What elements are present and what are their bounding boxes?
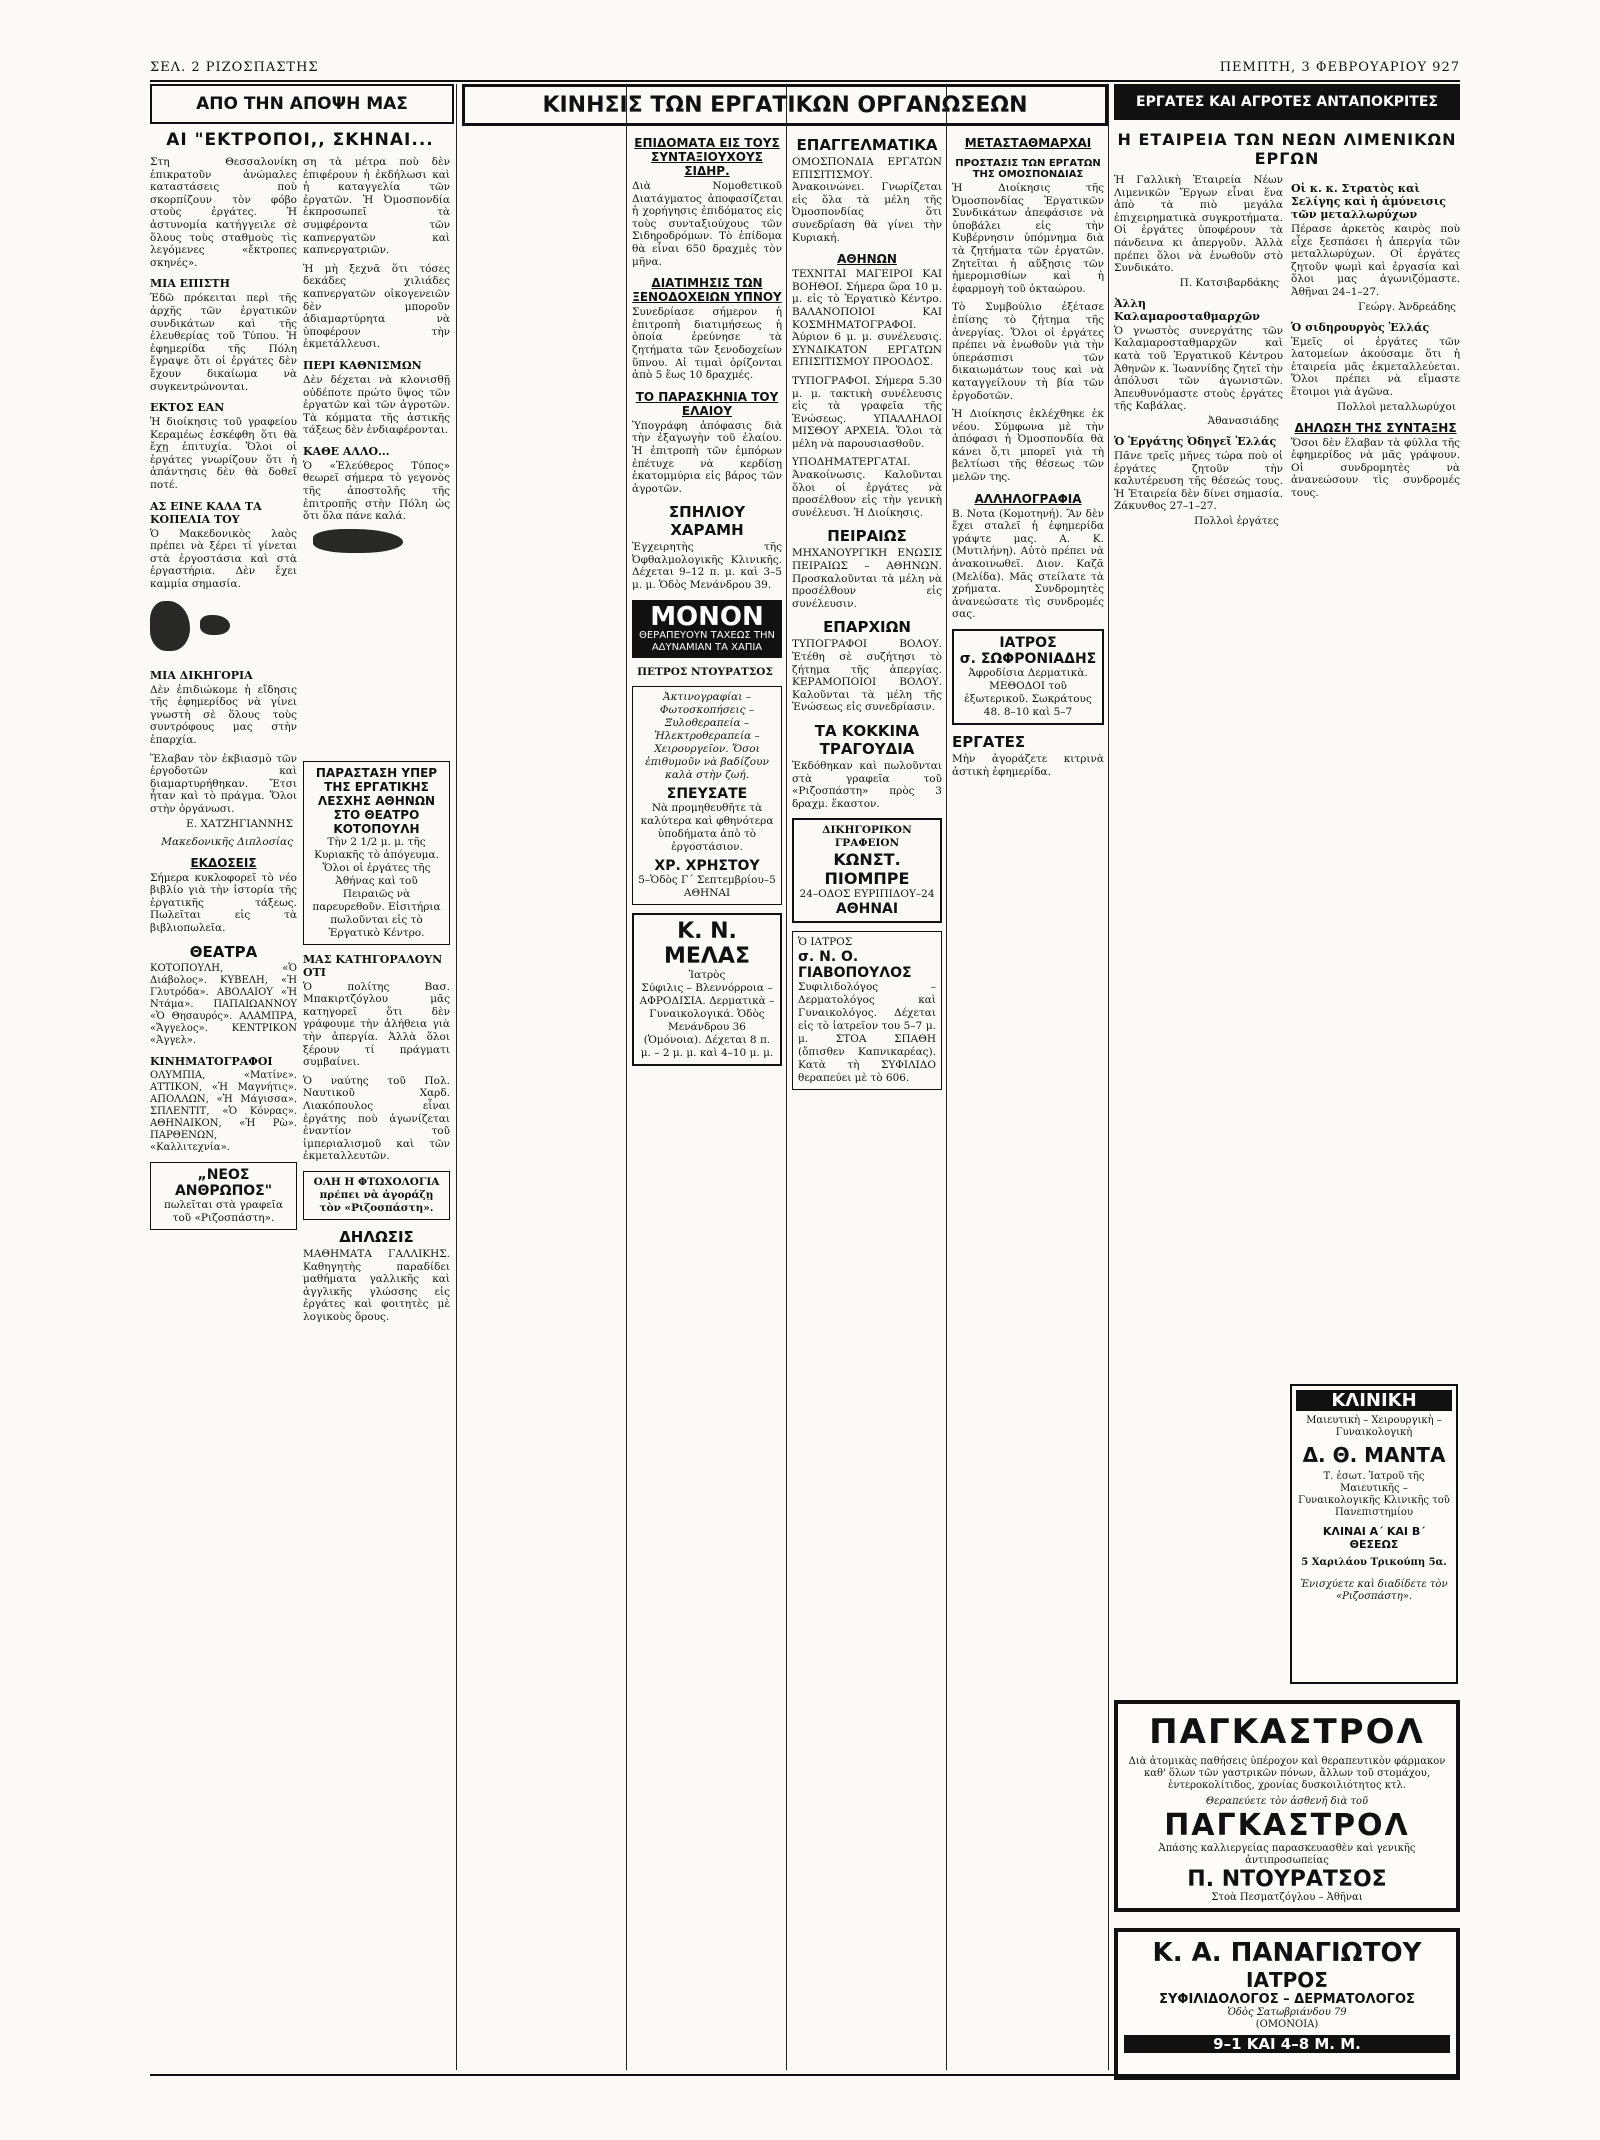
- article-text: Ἡ διοίκησις τοῦ γραφείου Κεραμέως ἐσκέφθη ὅτι θὰ ἔχῃ ἐπιτυχία. Ὅλοι οἱ ἐργάτες γνωρίζουν ὅτι ἡ ἀπάντησις δὲν θὰ δοθεῖ ποτέ.: [150, 416, 297, 492]
- distributor-address: Στοὰ Πεσματζόγλου – Ἀθῆναι: [1211, 1892, 1363, 1903]
- article-text: ΤΕΧΝΙΤΑΙ ΜΑΓΕΙΡΟΙ ΚΑΙ ΒΟΗΘΟΙ. Σήμερα ὥρα 10 μ. μ. εἰς τὸ Ἐργατικὸ Κέντρο. ΒΑΛΑΝΟΠΟΙΟΙ ΚΑΙ ΚΟΣΜΗΜΑΤΟΓΡΑΦΟΙ. Ἀύριον 6 μ. μ. συνέλευσις. ΣΥΝΔΙΚΑΤΟΝ ΕΡΓΑΤΩΝ ΕΠΙΣΙΤΙΣΜΟΥ ΠΡΟΟΔΟΣ.: [792, 268, 942, 369]
- opinion-subcolumn-4: [303, 753, 450, 1324]
- product-name: ΠΑΓΚΑΣΤΡΟΛ: [1149, 1712, 1425, 1752]
- event-box: [303, 761, 450, 945]
- subheading: ΕΚΤΟΣ ΕΑΝ: [150, 401, 225, 415]
- article-text: ΜΗΧΑΝΟΥΡΓΙΚΗ ΕΝΩΣΙΣ ΠΕΙΡΑΙΩΣ – ΑΘΗΝΩΝ. Προσκαλοῦνται τὰ μέλη νὰ προσέλθουν εἰς συνέλευσιν.: [792, 547, 942, 610]
- product-description: Διὰ ἀτομικὰς παθήσεις ὑπέροχον καὶ θεραπευτικὸν φάρμακον καθ' ὅλων τῶν γαστρικῶν πόνων, ἄλλων τοῦ στομάχου, ἐντεροκολίτιδος, χρονίας δυσκοιλιότητος κτλ.: [1128, 1756, 1446, 1791]
- clinic-title: ΚΛΙΝΙΚΗ: [1296, 1390, 1452, 1411]
- opinion-section: [150, 128, 450, 2070]
- subheading: ΜΙΑ ΕΠΙΣΤΗ: [150, 277, 230, 291]
- section-heading: ΔΗΛΩΣΙΣ: [339, 1227, 414, 1246]
- article-text: Ἐμεῖς οἱ ἐργάτες τῶν λατομείων ἀκούσαμε ὅτι ἡ ἐταιρεία μᾶς ἐκμεταλλεύεται. Ὅλοι πρέπει νὰ εἴμαστε ἕτοιμοι γιὰ ἀγῶνα.: [1291, 335, 1460, 398]
- author-signature: Ε. ΧΑΤΖΗΓΙΑΝΝΗΣ: [186, 817, 293, 830]
- doctor-name: Κ. Α. ΠΑΝΑΓΙΩΤΟΥ: [1152, 1938, 1422, 1968]
- section-header-right: ΕΡΓΑΤΕΣ ΚΑΙ ΑΓΡΟΤΕΣ ΑΝΤΑΠΟΚΡΙΤΕΣ: [1114, 84, 1460, 120]
- ad-title: ΣΠΕΥΣΑΤΕ: [666, 785, 748, 802]
- article-text: Ἡ Γαλλικὴ Ἑταιρεία Νέων Λιμενικῶν Ἔργων εἶναι ἕνα ἀπὸ τὰ πιὸ μεγάλα ἐπιχειρηματικὰ συγκροτήματα. Οἱ ἐργάτες ὑποφέρουν τὰ πάνδεινα κι ἀπεργοῦν. Ἀλλὰ πρέπει ὅλοι νὰ ἑνωθοῦν στὸ Συνδικάτο.: [1114, 174, 1283, 275]
- doctor-name: σ. ΣΩΦΡΟΝΙΑΔΗΣ: [959, 651, 1097, 667]
- article-text: Ἕλαβαν τὸν ἐκβιασμὸ τῶν ἐργοδοτῶν καὶ διαμαρτυρήθηκαν. Ἔτσι ἦταν καὶ τὸ πράγμα. Ὅλοι στὴν ὀργάνωσι.: [150, 752, 297, 815]
- column-6b: [1291, 174, 1460, 533]
- article-text: Ἡ Διοίκησις ἐκλέχθηκε ἐκ νέου. Σύμφωνα μὲ τὴν ἀπόφασι ἡ Ὀμοσπονδία θὰ κάνει ὅ,τι μπορεῖ γιὰ τὴ βελτίωσι τῆς θέσεως τῶν μελῶν της.: [952, 408, 1104, 484]
- doctor-title: ΙΑΤΡΟΣ: [999, 635, 1057, 651]
- doctor-area: (ΟΜΟΝΟΙΑ): [1255, 2019, 1319, 2030]
- ad-text: πωλεῖται στὰ γραφεῖα τοῦ «Ριζοσπάστη».: [164, 1198, 283, 1224]
- masthead: [150, 60, 1460, 82]
- article-text: Πᾶνε τρεῖς μῆνες τώρα ποὺ οἱ ἐργάτες ζητοῦν τὴν καλυτέρευση τῆς θέσεώς τους. Ἡ Ἑταιρεία δὲν δίνει σημασία. Ζάκυνθος 27–1–27.: [1114, 449, 1283, 513]
- ad-text: Ἀκτινογραφίαι – Φωτοσκοπήσεις – Ξυλοθεραπεία – Ἠλεκτροθεραπεία – Χειρουργεῖον. Ὅσοι ἐπιθυμοῦν νὰ βαδίζουν καλὰ στὴν ζωή.: [645, 690, 769, 781]
- author-signature: Ἀθανασιάδης: [1207, 414, 1279, 427]
- article-text: Διὰ Νομοθετικοῦ Διατάγματος ἀποφασίζεται ἡ χορήγησις ἐπιδόματος εἰς τοὺς συνταξιούχους τῶν Σιδηροδρόμων. Τὸ ἐπίδομα θὰ εἶναι 650 δραχμὲς τὸν μῆνα.: [632, 180, 782, 268]
- ad-box: [792, 818, 942, 923]
- ad-text: Ἐγχειρητὴς τῆς Ὀφθαλμολογικῆς Κλινικῆς. Δέχεται 9–12 π. μ. καὶ 3–5 μ. μ. Ὁδὸς Μενάνδρου 39.: [632, 541, 782, 592]
- ad-box: [632, 913, 782, 1066]
- theatre-listings: ΚΟΤΟΠΟΥΛΗ, «Ὁ Διάβολος». ΚΥΒΕΛΗ, «Ἡ Γλυτρόδα». ΑΒΟΛΑΙΟΥ «Ἡ Ντάμα». ΠΑΠΑΙΩΑΝΝΟΥ «Ὁ Θησαυρός». ΑΛΑΜΠΡΑ, «Ἄγγελος». ΚΕΝΤΡΙΚΟΝ «Ἀγγελ».: [150, 962, 297, 1046]
- article-title: ΜΕΤΑΣΤΑΘΜΑΡΧΑΙ: [964, 136, 1092, 150]
- clinic-specialties: Μαιευτικὴ – Χειρουργικὴ – Γυναικολογικὴ: [1306, 1415, 1442, 1438]
- article-text: ΟΜΟΣΠΟΝΔΙΑ ΕΡΓΑΤΩΝ ΕΠΙΣΙΤΙΣΜΟΥ. Ἀνακοινώνει. Γνωρίζεται εἰς ὅλα τὰ μέλη τῆς Ὀμοσπονδίας ὅτι συνεδρίαση θὰ γίνει τὴν Κυριακή.: [792, 156, 942, 244]
- ad-banner-title: ΜΟΝΟΝ: [650, 601, 764, 632]
- clinic-credentials: Τ. ἐσωτ. Ἰατροῦ τῆς Μαιευτικῆς – Γυναικολογικῆς Κλινικῆς τοῦ Πανεπιστημίου: [1298, 1471, 1450, 1518]
- column-4: [792, 128, 942, 2070]
- article-text: ΤΥΠΟΓΡΑΦΟΙ. Σήμερα 5.30 μ. μ. τακτικὴ συνέλευσις εἰς τὰ γραφεῖα τῆς Ἑνώσεως. ΥΠΑΛΛΗΛΟΙ ΜΙΣΘΟΥ ΑΡΧΕΙΑ. Ὅλοι τὰ μέλη νὰ παρουσιασθοῦν.: [792, 374, 942, 450]
- section-heading: ΕΠΑΓΓΕΛΜΑΤΙΚΑ: [796, 136, 938, 154]
- article-title: ΑΙ "ΕΚΤΡΟΠΟΙ,, ΣΚΗΝΑΙ...: [166, 130, 434, 150]
- product-rep: Ἀπάσης καλλιεργείας παρασκευασθὲν καὶ γενικῆς ἀντιπροσωπείας: [1158, 1843, 1416, 1866]
- product-tagline: Θεραπεύετε τὸν ἀσθενῆ διὰ τοῦ: [1205, 1796, 1369, 1807]
- author-signature: Πολλοὶ ἐργάτες: [1194, 514, 1279, 527]
- column-rule: [456, 84, 457, 2070]
- event-title: ΠΑΡΑΣΤΑΣΗ ΥΠΕΡ ΤΗΣ ΕΡΓΑΤΙΚΗΣ ΛΕΣΧΗΣ ΑΘΗΝΩΝ ΣΤΟ ΘΕΑΤΡΟ ΚΟΤΟΠΟΥΛΗ: [315, 765, 438, 836]
- article-title: Η ΕΤΑΙΡΕΙΑ ΤΩΝ ΝΕΩΝ ΛΙΜΕΝΙΚΩΝ ΕΡΓΩΝ: [1117, 130, 1457, 168]
- ad-name: ΧΡ. ΧΡΗΣΤΟΥ: [654, 857, 760, 874]
- lawyer-city: ΑΘΗΝΑΙ: [835, 901, 899, 918]
- doctor-details: Σύφιλις – Βλεννόρροια – ΑΦΡΟΔΙΣΙΑ. Δερματικὰ – Γυναικολογικά. Ὁδὸς Μενάνδρου 36 (Ὁμόνοια). Δέχεται 8 π. μ. – 2 μ. μ. καὶ 4–10 μ. μ.: [639, 981, 775, 1059]
- article-title: ΔΙΑΤΙΜΗΣΙΣ ΤΩΝ ΞΕΝΟΔΟΧΕΙΩΝ ΥΠΝΟΥ: [632, 276, 782, 305]
- bottom-rule: [150, 2074, 1460, 2076]
- section-heading: ΠΕΙΡΑΙΩΣ: [827, 527, 907, 546]
- article-text: Δὲν ἐπιδιώκομε ἡ εἴδησις τῆς ἐφημερίδος νὰ γίνει γνωστὴ σὲ ὅλους τοὺς συντρόφους μας στὴν ἐπαρχία.: [150, 683, 297, 746]
- cinema-listings: ΟΛΥΜΠΙΑ, «Ματίνε». ΑΤΤΙΚΟΝ, «Ἡ Μαγνήτις». ΑΠΟΛΛΩΝ, «Ἡ Μάγισσα». ΣΠΛΕΝΤΙΤ, «Ὁ Κόνρας». ΑΘΗΝΑΙΚΟΝ, «Ἡ Ρὼ». ΠΑΡΘΕΝΩΝ, «Καλλιτεχνία».: [150, 1069, 297, 1153]
- doctor-title: Ἰατρὸς: [688, 968, 726, 981]
- article-text: Σήμερα κυκλοφορεῖ τὸ νέο βιβλίο γιὰ τὴν ἱστορία τῆς ἐργατικῆς τάξεως. Πωλεῖται εἰς τὰ βιβλιοπωλεῖα.: [150, 871, 297, 934]
- torn-area: [150, 591, 297, 661]
- article-text: Ἐδῶ πρόκειται περὶ τῆς ἀρχῆς τῶν ἐργατικῶν συνδικάτων καὶ τῆς ἐλευθερίας τοῦ Τύπου. Ἡ ἐφημερίδα τῆς Πόλη ἔγραψε ὅτι οἱ ἐργάτες δὲν ἔχουν δικαίωμα νὰ συγκεντρώνονται.: [150, 292, 297, 393]
- issue-date: ΠΕΜΠΤΗ, 3 ΦΕΒΡΟΥΑΡΙΟΥ 927: [1219, 60, 1460, 75]
- author-signature: Π. Κατσιβαρδάκης: [1179, 276, 1279, 289]
- doctor-address: Ὁδὸς Σατωβριάνδου 79: [1227, 2007, 1347, 2018]
- article-text: Ἐκδόθηκαν καὶ πωλοῦνται στὰ γραφεῖα τοῦ «Ριζοσπάστη» πρὸς 3 δραχμ. ἕκαστον.: [792, 759, 942, 810]
- ad-box: [952, 629, 1104, 725]
- ad-banner: [632, 600, 782, 658]
- section-heading: ΔΗΛΩΣΗ ΤΗΣ ΣΥΝΤΑΞΗΣ: [1294, 420, 1457, 435]
- article-text: Ἡ μὴ ξεχνᾶ ὅτι τόσες δεκάδες χιλιάδες καπνεργατῶν οἰκογενειῶν δὲν μποροῦν ἀδιαμαρτύρητα νὰ ὑποφέρουν τὴν ἐκμετάλλευσι.: [303, 262, 450, 351]
- subheading: ΜΙΑ ΔΙΚΗΓΟΡΙΑ: [150, 668, 253, 682]
- section-heading: ΑΘΗΝΩΝ: [837, 252, 897, 267]
- subheading: ΑΣ ΕΙΝΕ ΚΑΛΑ ΤΑ ΚΟΠΕΛΙΑ ΤΟΥ: [150, 499, 262, 526]
- article-text: Δὲν δέχεται νὰ κλονισθῇ οὐδέποτε πρώτο ὕψος τῶν ἐργατῶν καὶ τῶν ἀγροτῶν. Τὰ κόμματα τῆς ἀστικῆς τάξεως δὲν ἐνδιαφέρονται.: [303, 373, 450, 437]
- section-header-center: ΚΙΝΗΣΙΣ ΤΩΝ ΕΡΓΑΤΙΚΩΝ ΟΡΓΑΝΩΣΕΩΝ: [462, 84, 1108, 126]
- lawyer-name: ΚΩΝΣΤ. ΠΙΟΜΠΡΕ: [824, 850, 910, 889]
- article-text: Ἡ Διοίκησις τῆς Ὀμοσπονδίας Ἐργατικῶν Συνδικάτων ἀπεφάσισε νὰ ὑποβάλει εἰς τὴν Κυβέρνησιν ὑπόμνημα διὰ τὰ ζητήματα τῶν ἐργατῶν. Ζητεῖται ἡ αὔξησις τῶν ἡμερομισθίων καὶ ἡ ἐφαρμογὴ τοῦ ὀκταώρου.: [952, 182, 1104, 295]
- clinic-beds: ΚΛΙΝΑΙ Α΄ ΚΑΙ Β΄ ΘΕΣΕΩΣ: [1322, 1525, 1426, 1551]
- column-rule: [1108, 84, 1109, 2070]
- article-text: Β. Νοτα (Κομοτηνή). Ἂν δὲν ἔχει σταλεῖ ἡ ἐφημερίδα γράψτε μας. Α. Κ. (Μυτιλήνη). Αὐτὸ πρέπει νὰ ἀνακοινωθεῖ. Διον. Καζᾶ (Μελίδα). Μᾶς στείλατε τὰ χρήματα. Συνδρομητὲς ἀνανεώσατε τὶς συνδρομές σας.: [952, 507, 1104, 621]
- article-text: Πέρασε ἀρκετὸς καιρὸς ποὺ εἶχε ξεσπάσει ἡ ἀπεργία τῶν μεταλλωρύχων. Οἱ ἐργάτες ζητοῦν ψωμὶ καὶ ἐργασία καὶ ὅλοι μας ἀγωνιζόμαστε. Ἀθῆναι 24–1–27.: [1291, 223, 1460, 298]
- section-heading: ΑΛΛΗΛΟΓΡΑΦΙΑ: [974, 491, 1082, 506]
- ad-heading: ΔΙΚΗΓΟΡΙΚΟΝ ΓΡΑΦΕΙΟΝ: [822, 824, 912, 850]
- article-text: ΤΥΠΟΓΡΑΦΟΙ ΒΟΛΟΥ. Ἐτέθη σὲ συζήτησι τὸ ζήτημα τῆς ἀπεργίας. ΚΕΡΑΜΟΠΟΙΟΙ ΒΟΛΟΥ. Καλοῦνται τὰ μέλη τῆς Ἑνώσεως εἰς συνεδρίασιν.: [792, 638, 942, 714]
- ad-signature: ΠΕΤΡΟΣ ΝΤΟΥΡΑΤΣΟΣ: [637, 665, 773, 678]
- doctor-title: Ὁ ΙΑΤΡΟΣ: [798, 936, 853, 949]
- subheading: Ὁ σιδηρουργὸς Ἑλλάς: [1291, 320, 1430, 334]
- doctor-title: ΙΑΤΡΟΣ: [1246, 1968, 1328, 1992]
- subheading: ΚΙΝΗΜΑΤΟΓΡΑΦΟΙ: [150, 1054, 273, 1068]
- ad-text: Νὰ προμηθευθῆτε τὰ καλύτερα καὶ φθηνότερα ὑποδήματα ἀπὸ τὸ ἐργοστάσιον.: [640, 801, 774, 853]
- doctor-hours: 9–1 ΚΑΙ 4–8 Μ. Μ.: [1124, 2035, 1450, 2053]
- lawyer-address: 24–ΟΔΟΣ ΕΥΡΙΠΙΔΟΥ–24: [799, 888, 935, 901]
- ink-smudge: [303, 523, 450, 563]
- column-5: [952, 128, 1104, 2070]
- author-signature: Γεώργ. Ἀνδρεάδης: [1358, 300, 1456, 313]
- column-6: [1114, 128, 1460, 1380]
- product-name-repeat: ΠΑΓΚΑΣΤΡΟΛ: [1164, 1808, 1410, 1843]
- opinion-subcolumn-2: [303, 156, 450, 747]
- notice-box: [303, 1171, 450, 1220]
- doctor-details: Συφιλιδολόγος – Δερματολόγος καὶ Γυναικολόγος. Δέχεται εἰς τὸ ἰατρεῖον του 5–7 μ. μ. ΣΤΟΑ ΣΠΑΘΗ (ὄπισθεν Καπνικαρέας). Κατὰ τὴ ΣΥΦΙΛΙΔΟ θεραπεύει μὲ τὸ 606.: [798, 981, 936, 1085]
- article-text: Ὁ γνωστὸς συνεργάτης τῶν Καλαμαροσταθμαρχῶν καὶ κατὰ τοῦ Ἐργατικοῦ Κέντρου Ἀθηνῶν κ. Ἰωαννίδης ζητεῖ τὴν ἀπόλυσι τῶν ἀγωνιστῶν. Ἀπευθυνόμαστε στοὺς ἐργάτες τῆς Καβάλας.: [1114, 324, 1283, 413]
- ad-title: „ΝΕΟΣ ΑΝΘΡΩΠΟΣ": [174, 1166, 273, 1199]
- subheading: Οἱ κ. κ. Στρατὸς καὶ Σελίγης καὶ ἡ ἀμύνεισις τῶν μεταλλωρύχων: [1291, 182, 1446, 221]
- ad-address: 5–Ὁδὸς Γ΄ Σεπτεμβρίου–5 ΑΘΗΝΑΙ: [638, 873, 776, 899]
- top-rule: [150, 80, 1460, 82]
- article-text: Τὸ Συμβούλιο ἐξέτασε ἐπίσης τὸ ζήτημα τῆς ἀνεργίας. Ὅλοι οἱ ἐργάτες πρέπει νὰ ἑνωθοῦν γιὰ τὴν ὑπεράσπισι τῶν δικαιωμάτων τους καὶ νὰ καταγγείλουν τὴ βία τῶν ἐργοδοτῶν.: [952, 301, 1104, 402]
- article-text: Ὁ Μακεδονικὸς λαὸς πρέπει νὰ ξέρει τί γίνεται στὰ ἐργοστάσια καὶ στὰ ἐργαστήρια. Δὲν ἔχει καμμία σημασία.: [150, 527, 297, 591]
- event-text: Τὴν 2 1/2 μ. μ. τῆς Κυριακῆς τὸ ἀπόγευμα. Ὅλοι οἱ ἐργάτες τῆς Ἀθήνας καὶ τοῦ Πειραιῶς νὰ παρευρεθοῦν. Εἰσιτήρια πωλοῦνται εἰς τὸ Ἐργατικὸ Κέντρο.: [312, 835, 441, 939]
- doctor-name: σ. Ν. Ο. ΓΙΑΒΟΠΟΥΛΟΣ: [798, 949, 912, 982]
- section-heading: ΤΑ ΚΟΚΚΙΝΑ ΤΡΑΓΟΥΔΙΑ: [814, 721, 920, 758]
- article-text: Ὅσοι δὲν ἔλαβαν τὰ φύλλα τῆς ἐφημερίδος νὰ μᾶς γράψουν. Οἱ συνδρομητὲς νὰ ἀνανεώσουν τὶς συνδρομές τους.: [1291, 436, 1460, 499]
- panagiotou-ad: [1114, 1928, 1460, 2080]
- pangastrol-ad: [1114, 1700, 1460, 1912]
- subheading: Ὁ Ἐργάτης Ὀδηγεῖ Ἐλλάς: [1114, 434, 1277, 448]
- ad-box: [150, 1162, 297, 1230]
- section-heading: ΕΡΓΑΤΕΣ: [952, 733, 1026, 751]
- article-text: Ὑπογράφη ἀπόφασις διὰ τὴν ἐξαγωγὴν τοῦ ἐλαίου. Ἡ ἐπιτροπὴ τῶν ἐμπόρων ἐπέτυχε νὰ κερδίσῃ ἑκατομμύρια εἰς βάρος τῶν ἀγροτῶν.: [632, 419, 782, 495]
- article-text: ΜΑΘΗΜΑΤΑ ΓΑΛΛΙΚΗΣ. Καθηγητὴς παραδίδει μαθήματα γαλλικῆς καὶ ἀγγλικῆς γλώσσης εἰς ἐργάτες καὶ φοιτητὲς μὲ λογικοὺς ὅρους.: [303, 1247, 450, 1323]
- clinic-footer: Ἐνισχύετε καὶ διαδίδετε τὸν «Ριζοσπάστη».: [1300, 1579, 1448, 1602]
- clinic-doctor-name: Δ. Θ. ΜΑΝΤΑ: [1302, 1443, 1446, 1467]
- ad-title: ΣΠΗΛΙΟΥ ΧΑΡΑΜΗ: [668, 503, 746, 540]
- doctor-specialty: ΣΥΦΙΛΙΔΟΛΟΓΟΣ – ΔΕΡΜΑΤΟΛΟΓΟΣ: [1159, 1992, 1415, 2007]
- section-heading: ΕΚΔΟΣΕΙΣ: [190, 855, 257, 870]
- section-heading: ΘΕΑΤΡΑ: [189, 942, 258, 961]
- doctor-name: Κ. Ν. ΜΕΛΑΣ: [663, 918, 750, 969]
- clinic-ad: [1290, 1384, 1458, 1684]
- article-text: ση τὰ μέτρα ποὺ δὲν ἐπιφέρουν ἡ ἐκδήλωσι καὶ ἡ καταγγελία τῶν ἐργατῶν. Ἡ Ὀμοσπονδία ἐκπροσωπεῖ τὰ συμφέροντα τῶν καπνεργατῶν καὶ καπνεργατριῶν.: [303, 156, 450, 257]
- subheading: ΜΑΣ ΚΑΤΗΓΟΡΑΛΟΥΝ ΟΤΙ: [303, 952, 443, 979]
- article-text: Ὁ πολίτης Βασ. Μπακιρτζόγλου μᾶς κατηγορεῖ ὅτι δὲν γράφουμε τὴν ἀλήθεια γιὰ τὴν ἀπεργία. Ἀλλὰ ὅλοι ξέρουν τί πράγματι συμβαίνει.: [303, 980, 450, 1069]
- article-subtitle: ΠΡΟΣΤΑΣΙΣ ΤΩΝ ΕΡΓΑΤΩΝ ΤΗΣ ΟΜΟΣΠΟΝΔΙΑΣ: [955, 158, 1101, 180]
- column-6a: [1114, 174, 1283, 533]
- column-rule: [626, 84, 627, 2070]
- column-rule: [786, 84, 787, 2070]
- doctor-details: Ἀφροδίσια Δερματικὰ. ΜΕΘΟΔΟΙ τοῦ ἐξωτερικοῦ. Σωκράτους 48. 8–10 καὶ 5–7: [964, 667, 1092, 718]
- article-title: ΕΠΙΔΟΜΑΤΑ ΕΙΣ ΤΟΥΣ ΣΥΝΤΑΞΙΟΥΧΟΥΣ ΣΙΔΗΡ.: [634, 136, 780, 178]
- section-header-left: ΑΠΟ ΤΗΝ ΑΠΟΨΗ ΜΑΣ: [150, 84, 454, 124]
- ad-box: [792, 931, 942, 1090]
- opinion-subcolumn-1: [150, 156, 297, 747]
- page-number-and-title: ΣΕΛ. 2 ΡΙΖΟΣΠΑΣΤΗΣ: [150, 60, 319, 75]
- article-text: ΥΠΟΔΗΜΑΤΕΡΓΑΤΑΙ. Ἀνακοίνωσις. Καλοῦνται ὅλοι οἱ ἐργάτες νὰ προσέλθουν εἰς τὴν γενικὴ συνέλευσι. Ἡ Διοίκησις.: [792, 456, 942, 519]
- author-signature: Πολλοὶ μεταλλωρύχοι: [1337, 400, 1456, 413]
- article-text: Ὁ «Ἐλεύθερος Τύπος» θεωρεῖ σήμερα τὸ γεγονὸς τῆς ἀποστολῆς τῆς ἐπιτροπῆς στὴν Πόλη ὡς ὅτι ὅλα πάνε καλά.: [303, 459, 450, 523]
- distributor-name: Π. ΝΤΟΥΡΑΤΣΟΣ: [1187, 1867, 1387, 1892]
- ad-banner-text: ΘΕΡΑΠΕΥΟΥΝ ΤΑΧΕΩΣ ΤΗΝ ΑΔΥΝΑΜΙΑΝ ΤΑ ΧΑΠΙΑ: [638, 629, 775, 653]
- article-title: ΤΟ ΠΑΡΑΣΚΗΝΙΑ ΤΟΥ ΕΛΑΙΟΥ: [635, 389, 779, 418]
- article-text: Μὴν ἀγοράζετε κιτρινὰ ἀστικὴ ἐφημερίδα.: [952, 753, 1104, 778]
- clinic-address: 5 Χαριλάου Τρικούπη 5α.: [1301, 1557, 1447, 1568]
- section-heading: ΕΠΑΡΧΙΩΝ: [823, 618, 911, 637]
- article-text: Συνεδρίασε σήμερον ἡ ἐπιτροπὴ διατιμήσεως ἡ ὁποία ἐρεύνησε τὰ ζητήματα τῶν ξενοδοχείων ὕπνου. Αἱ τιμαὶ ὁρίζονται ἀπὸ 5 ἕως 10 δραχμές.: [632, 306, 782, 382]
- column-rule: [946, 84, 947, 2070]
- subheading: ΚΑΘΕ ΑΛΛΟ...: [303, 444, 390, 458]
- ad-box: [632, 686, 782, 905]
- author-affiliation: Μακεδονικῆς Διπλοσίας: [161, 835, 293, 848]
- subheading: ΠΕΡΙ ΚΑΘΝΙΣΜΩΝ: [303, 358, 422, 372]
- column-3: [632, 128, 782, 2070]
- notice-text: ΟΛΗ Η ΦΤΩΧΟΛΟΓΙΑ πρέπει νὰ ἀγοράζῃ τὸν «Ριζοσπάστη».: [313, 1175, 440, 1214]
- article-text: Στη Θεσσαλονίκη ἐπικρατοῦν ἀνώμαλες καταστάσεις ποὺ σκορπίζουν τὸν φόβο στοὺς ἐργάτες. Ἡ ἀστυνομία κατήγγειλε σὲ ὅλους τοὺς σταθμοὺς τὶς λεγόμενες «ἔκτροπες σκηνές».: [150, 156, 297, 269]
- subheading: Ἀλλη Καλαμαροσταθμαρχῶν: [1114, 296, 1260, 323]
- article-text: Ὁ ναύτης τοῦ Πολ. Ναυτικοῦ Χαρδ. Λιακόπουλος εἶναι ἐργάτης ποὺ ἀγωνίζεται ἐναντίον τοῦ ἰμπεριαλισμοῦ καὶ τῶν ἐκμεταλλευτῶν.: [303, 1074, 450, 1163]
- opinion-subcolumn-3: [150, 753, 297, 1324]
